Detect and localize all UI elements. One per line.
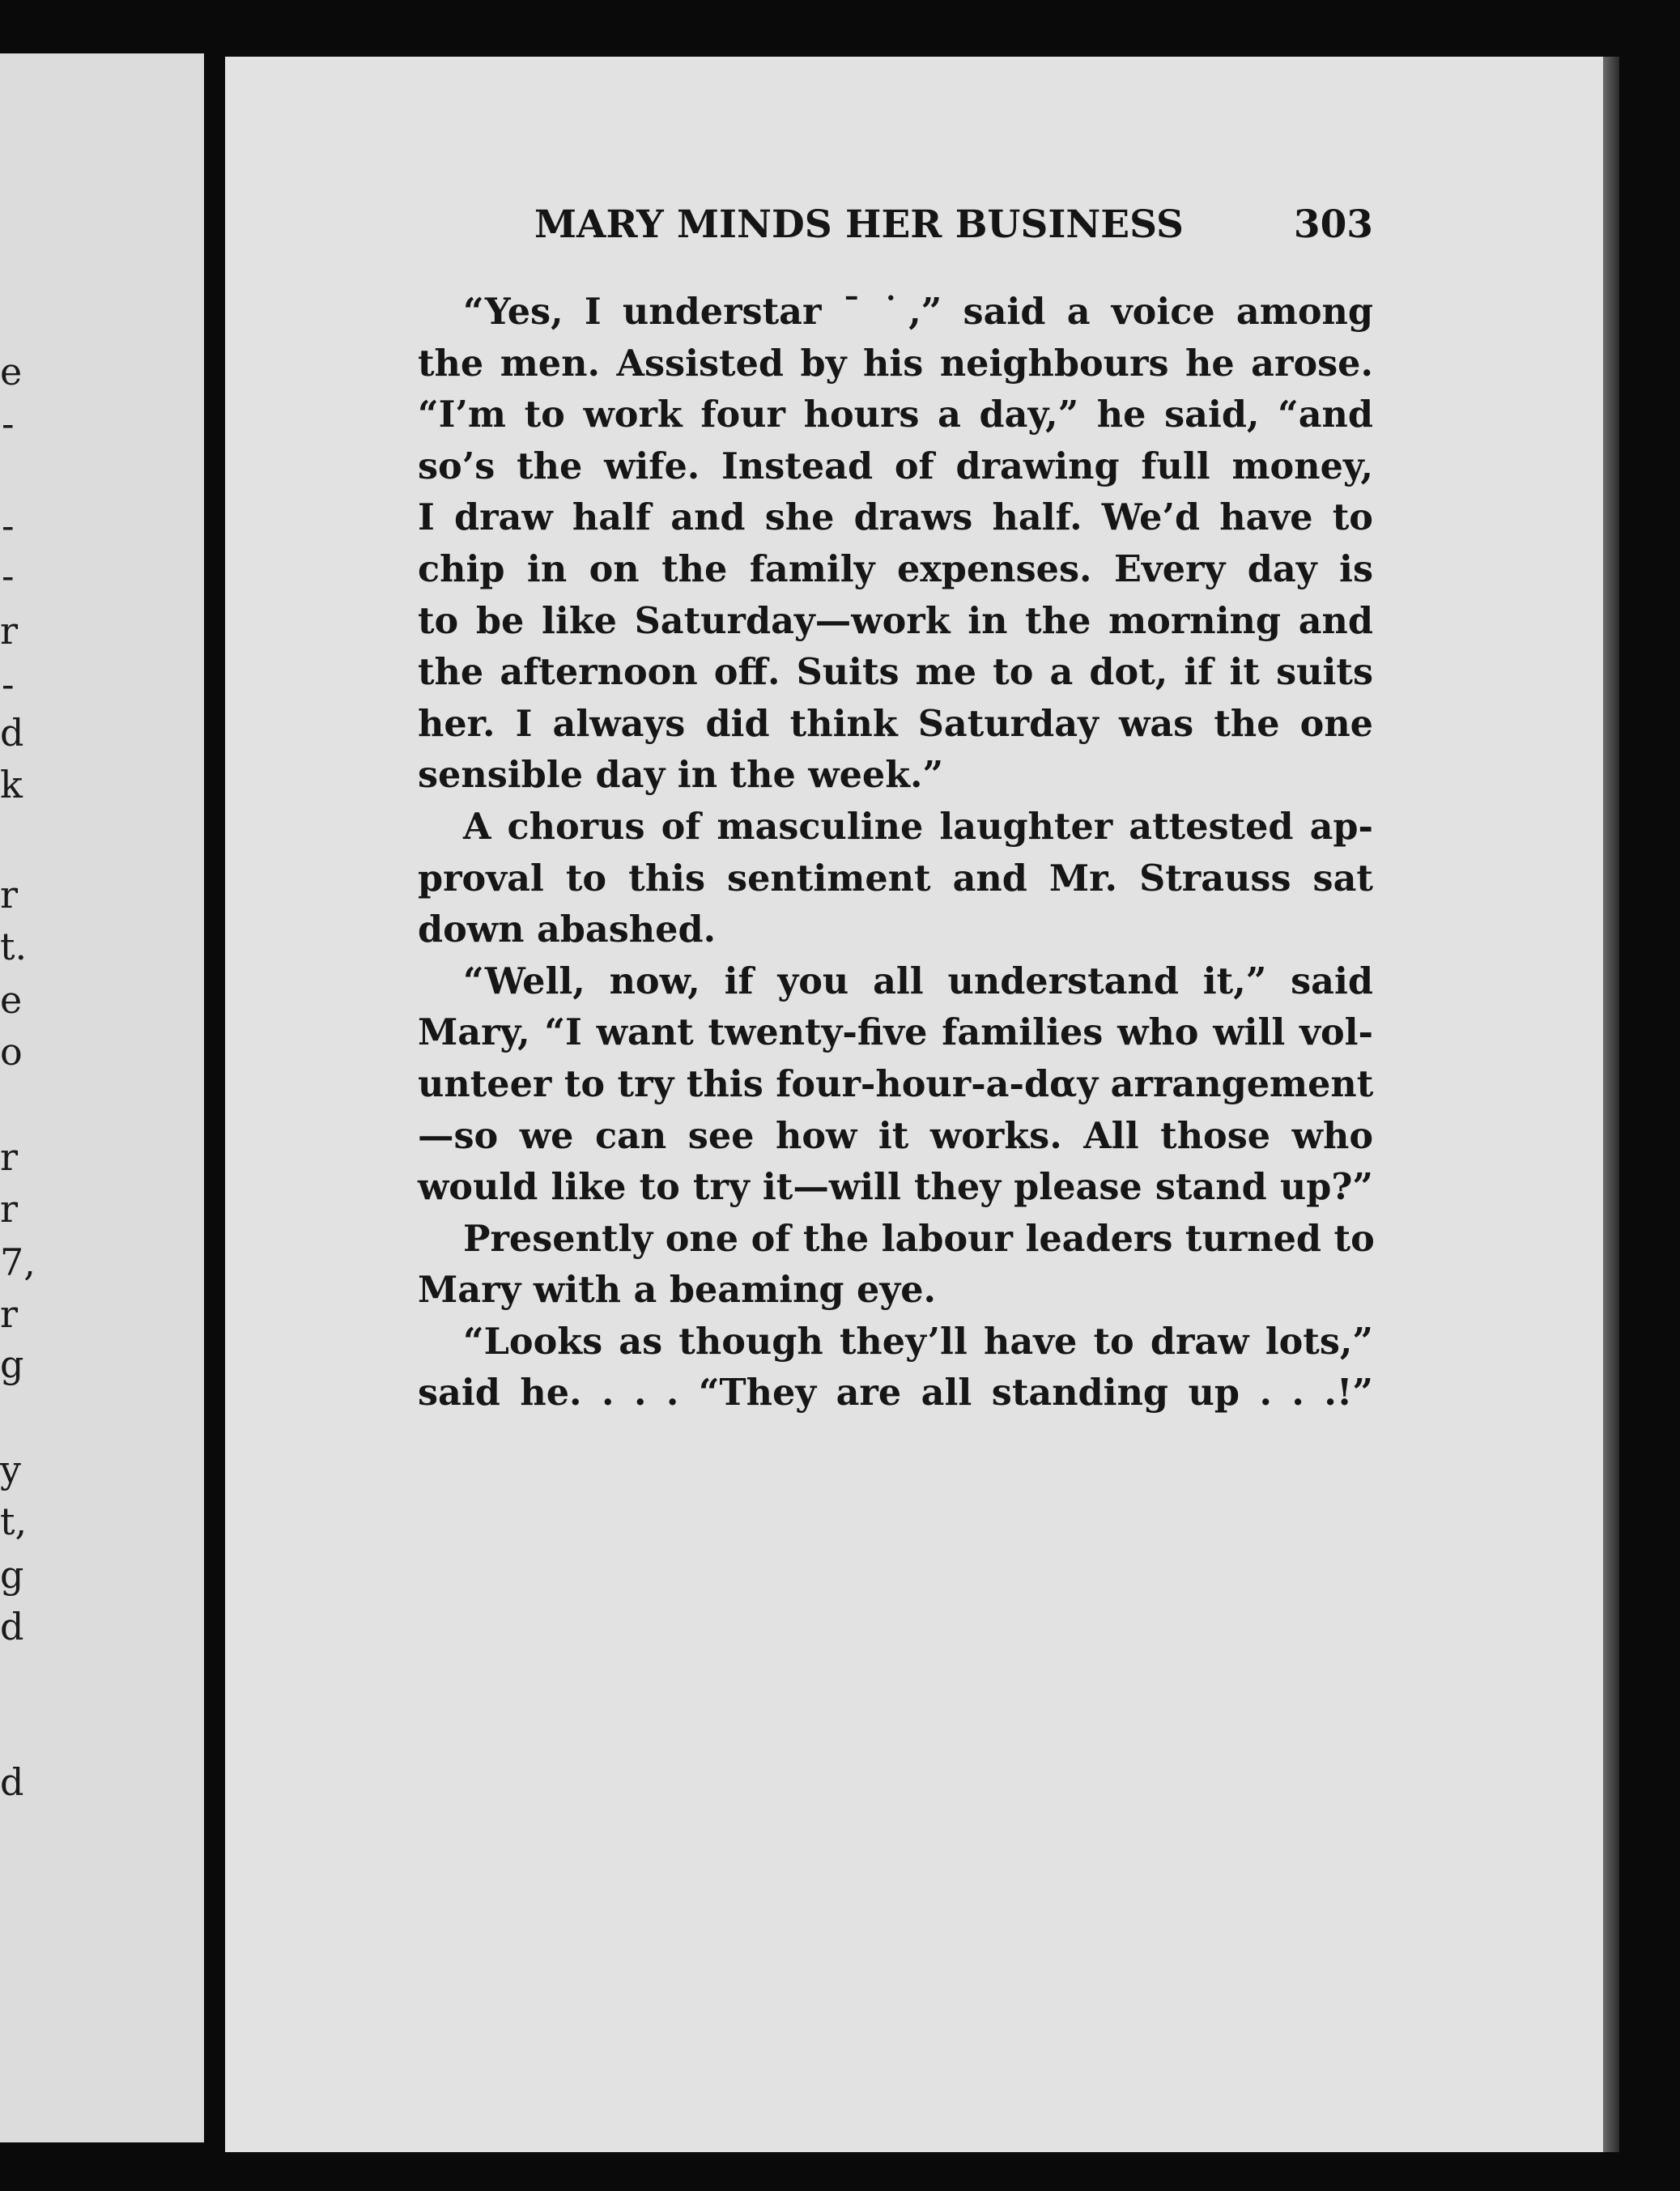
text-line: the afternoon off. Suits me to a dot, if it suits xyxy=(418,651,1373,694)
text-line: “Looks as though they’ll have to draw lots,” xyxy=(463,1320,1373,1363)
margin-fragment: - xyxy=(2,402,15,445)
margin-fragment: e xyxy=(0,978,23,1022)
margin-fragment: d xyxy=(0,711,24,755)
margin-fragment: t. xyxy=(0,925,28,968)
text-line: unteer to try this four-hour-a-dαy arrangement xyxy=(418,1062,1374,1105)
margin-fragment: d xyxy=(0,1760,24,1804)
margin-fragment: g xyxy=(0,1553,24,1597)
margin-fragment: r xyxy=(0,1187,18,1231)
text-line: her. I always did think Saturday was the one xyxy=(418,702,1373,745)
margin-fragment: r xyxy=(0,873,18,917)
page-edge-shadow xyxy=(1603,57,1619,2152)
text-line: Presently one of the labour leaders turned to xyxy=(463,1217,1375,1260)
running-head-title: MARY MINDS HER BUSINESS xyxy=(534,202,1184,247)
margin-fragment: r xyxy=(0,1292,18,1336)
text-line: I draw half and she draws half. We’d have to xyxy=(418,496,1373,539)
text-line: sensible day in the week.” xyxy=(418,754,944,797)
margin-fragment: k xyxy=(0,763,23,806)
book-gutter xyxy=(204,0,225,2191)
margin-fragment: r xyxy=(0,609,18,653)
text-line: —so we can see how it works. All those who xyxy=(418,1114,1373,1157)
margin-fragment: o xyxy=(0,1030,23,1074)
text-line: Mary with a beaming eye. xyxy=(418,1269,937,1312)
margin-fragment: r xyxy=(0,1135,18,1179)
margin-fragment: - xyxy=(2,662,15,706)
text-line: “I’m to work four hours a day,” he said, “and xyxy=(418,394,1373,436)
text-line: proval to this sentiment and Mr. Strauss sat xyxy=(418,857,1373,900)
margin-fragment: - xyxy=(2,504,15,547)
text-line: chip in on the family expenses. Every day is xyxy=(418,547,1373,590)
text-line: the men. Assisted by his neighbours he arose. xyxy=(418,342,1373,385)
text-line: Mary, “I want twenty-five families who will vol- xyxy=(418,1011,1373,1054)
page-number: 303 xyxy=(1293,202,1373,247)
text-line: “Yes, I understar ˉ ˙,” said a voice among xyxy=(463,291,1373,333)
running-head xyxy=(308,202,1378,251)
text-line: “Well, now, if you all understand it,” said xyxy=(463,959,1373,1002)
margin-fragment: y xyxy=(0,1448,21,1491)
text-line: said he. . . . “They are all standing up . . .!” xyxy=(418,1372,1373,1415)
previous-page-strip xyxy=(0,53,204,2142)
margin-fragment: 7, xyxy=(0,1240,36,1284)
margin-fragment: d xyxy=(0,1605,24,1649)
text-line: would like to try it—will they please stand up?” xyxy=(418,1166,1373,1209)
body-text xyxy=(418,287,1373,1419)
margin-fragment: t, xyxy=(0,1500,28,1543)
margin-fragment: - xyxy=(2,554,15,598)
margin-fragment: e xyxy=(0,350,23,394)
text-line: so’s the wife. Instead of drawing full money, xyxy=(418,445,1373,487)
margin-fragment: g xyxy=(0,1342,24,1386)
text-line: A chorus of masculine laughter attested ap- xyxy=(463,805,1373,848)
text-line: to be like Saturday—work in the morning and xyxy=(418,599,1373,642)
text-line: down abashed. xyxy=(418,908,717,951)
